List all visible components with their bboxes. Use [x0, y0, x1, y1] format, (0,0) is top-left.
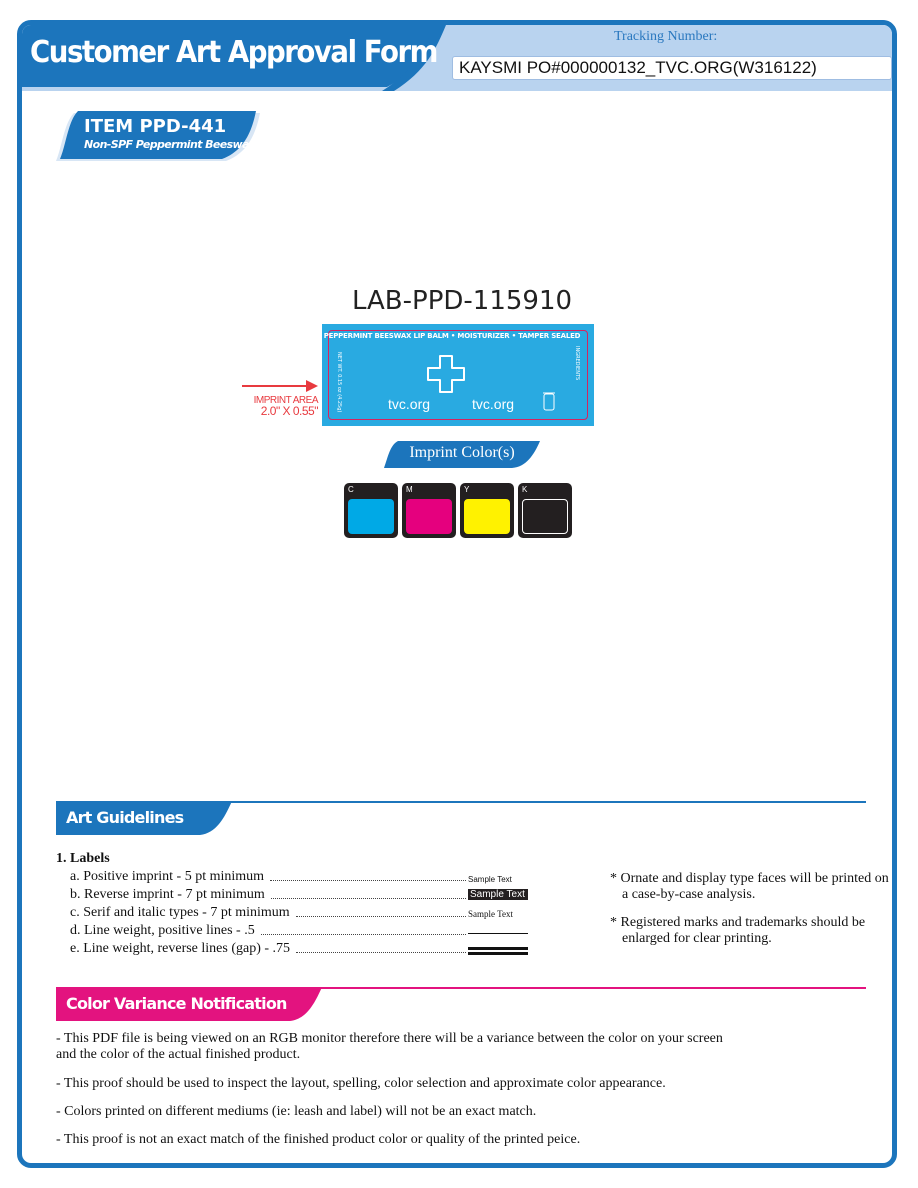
guideline-row — [70, 867, 470, 885]
form-title: Customer Art Approval Form — [30, 35, 437, 70]
recycle-bin-icon — [542, 390, 556, 412]
swatch-cyan — [344, 483, 398, 538]
guideline-row — [70, 903, 470, 921]
dot-leader — [270, 880, 466, 881]
guideline-text: b. Reverse imprint - 7 pt minimum — [70, 887, 265, 902]
swatch-fill — [464, 499, 510, 534]
guideline-text: c. Serif and italic types - 7 pt minimum — [70, 905, 290, 920]
swatch-letter: Y — [464, 485, 470, 494]
dot-leader — [296, 952, 466, 953]
swatch-black — [518, 483, 572, 538]
dot-leader — [296, 916, 466, 917]
guideline-row — [70, 885, 470, 903]
tracking-number-field[interactable]: KAYSMI PO#000000132_TVC.ORG(W316122) — [452, 56, 892, 80]
swatch-magenta — [402, 483, 456, 538]
art-guidelines-title: Art Guidelines — [66, 808, 184, 827]
variance-paragraph: - This proof is not an exact match of the finished product color or quality of the printed peice. — [56, 1132, 581, 1147]
note-ornate: * Ornate and display type faces will be printed on a case-by-case analysis. — [610, 871, 889, 902]
label-top-text: PEPPERMINT BEESWAX LIP BALM • MOISTURIZER • TAMPER SEALED — [323, 332, 581, 340]
item-description: Non-SPF Peppermint Beeswax — [84, 138, 256, 151]
cross-logo-icon — [426, 354, 466, 394]
guideline-row — [70, 939, 470, 957]
sample-line-reverse-bottom — [468, 952, 528, 955]
swatch-yellow — [460, 483, 514, 538]
label-side-right: INGREDIENTS — [574, 346, 580, 381]
color-variance-title: Color Variance Notification — [66, 994, 287, 1013]
swatch-fill — [348, 499, 394, 534]
guideline-text: e. Line weight, reverse lines (gap) - .75 — [70, 941, 291, 956]
sample-positive: Sample Text — [468, 875, 512, 884]
imprint-area-size: 2.0" X 0.55" — [260, 404, 318, 418]
guideline-row — [70, 921, 470, 939]
dot-leader — [271, 898, 466, 899]
sample-line-reverse-top — [468, 947, 528, 950]
dot-leader — [261, 934, 466, 935]
arrow-right-icon — [240, 379, 320, 393]
note-registered: * Registered marks and trademarks should be enlarged for clear printing. — [610, 915, 866, 946]
swatch-fill — [522, 499, 568, 534]
guideline-text: d. Line weight, positive lines - .5 — [70, 923, 255, 938]
variance-paragraph: - Colors printed on different mediums (ie: leash and label) will not be an exact match. — [56, 1104, 537, 1119]
sample-line-positive — [468, 933, 528, 934]
swatch-fill — [406, 499, 452, 534]
imprint-area-label: IMPRINT AREA — [253, 395, 318, 406]
label-url-right: tvc.org — [472, 396, 515, 412]
imprint-colors-label: Imprint Color(s) — [409, 444, 515, 461]
swatch-letter: C — [348, 485, 354, 494]
sample-reverse: Sample Text — [468, 889, 528, 900]
swatch-letter: K — [522, 485, 528, 494]
guidelines-heading: 1. Labels — [56, 851, 110, 866]
swatch-letter: M — [406, 485, 413, 494]
label-side-left: NET WT. 0.15 oz (4.25g) — [336, 352, 342, 413]
sample-serif: Sample Text — [468, 909, 513, 919]
guideline-text: a. Positive imprint - 5 pt minimum — [70, 869, 265, 884]
approval-form — [17, 20, 897, 1168]
variance-paragraph: - This PDF file is being viewed on an RGB monitor therefore there will be a variance between the color on your screen and the color of the actual finished product. — [56, 1031, 723, 1062]
label-proof — [322, 324, 594, 426]
variance-paragraph: - This proof should be used to inspect the layout, spelling, color selection and approximate color appearance. — [56, 1076, 666, 1091]
tracking-number-label: Tracking Number: — [614, 29, 718, 44]
lab-code: LAB-PPD-115910 — [351, 286, 573, 316]
item-code: ITEM PPD-441 — [84, 116, 227, 137]
label-url-left: tvc.org — [388, 396, 431, 412]
imprint-area-callout — [232, 395, 318, 417]
